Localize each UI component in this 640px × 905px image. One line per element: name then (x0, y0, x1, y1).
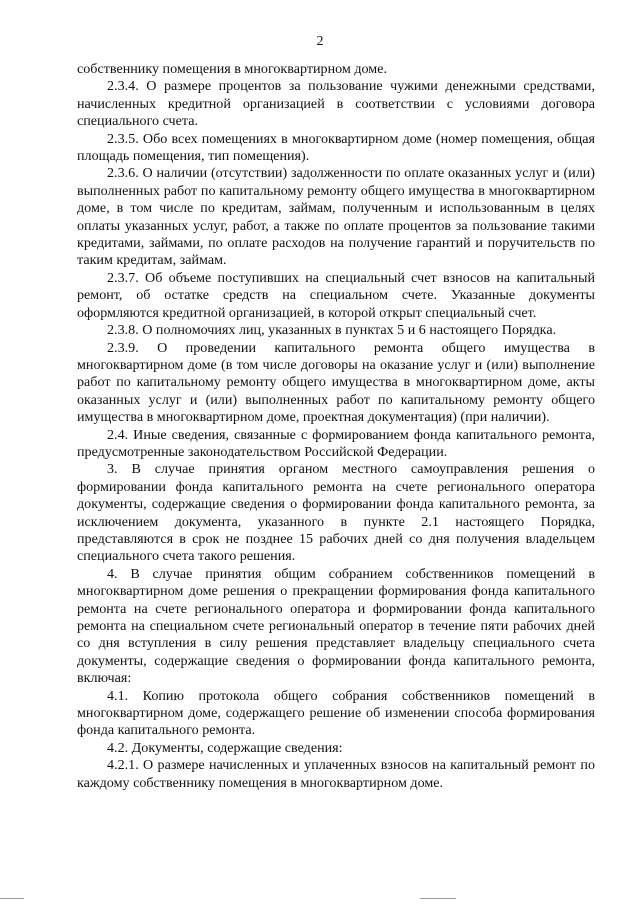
paragraph-continuation: собственнику помещения в многоквартирном доме. (77, 61, 388, 77)
paragraph-4-2: 4.2. Документы, содержащие сведения: (107, 739, 343, 756)
paragraph-2-3-4: 2.3.4. О размере процентов за пользование чужими денежными средствами, начисленных кредитной организацией в соответствии с условиями договора специального счета. (77, 78, 595, 130)
paragraph-2-3-6: 2.3.6. О наличии (отсутствии) задолженности по оплате оказанных услуг и (или) выполненных работ по капитальному ремонту общего имущества в многоквартирном доме, в том числе по кредитам, займам, полученным и использованным в целях оплаты указанных услуг, работ, а также по оплате процентов за пользование такими кредитами, займами, по оплате расходов на получение гарантий и поручительств по таким кредитам, займам. (77, 165, 595, 269)
page-number: 2 (316, 34, 324, 49)
paragraph-4-1: 4.1. Копию протокола общего собрания собственников помещений в многоквартирном доме, содержащего решение об изменении способа формирования фонда капитального ремонта. (77, 687, 595, 739)
paragraph-2-3-9: 2.3.9. О проведении капитального ремонта общего имущества в многоквартирном доме (в том числе договоры на оказание услуг и (или) выполнение работ по капитальному ремонту общего имущества в многоквартирном доме, акты оказанных услуг и (или) выполненных работ по капитальному ремонту общего имущества в многоквартирном доме, проектная документация) (при наличии). (77, 339, 595, 426)
paragraph-2-4: 2.4. Иные сведения, связанные с формированием фонда капитального ремонта, предусмотренные законодательством Российской Федерации. (77, 426, 595, 460)
paragraph-2-3-5: 2.3.5. Обо всех помещениях в многоквартирном доме (номер помещения, общая площадь помещения, тип помещения). (77, 130, 595, 165)
footer-rule-right (420, 898, 456, 899)
paragraph-4: 4. В случае принятия общим собранием собственников помещений в многоквартирном доме решения о прекращении формирования фонда капитального ремонта на счете регионального оператора и формировании фонда капитального ремонта на специальном счете региональный оператор в течение пяти рабочих дней со дня вступления в силу решения представляет владельцу специального счета документы, содержащие сведения о формировании фонда капитального ремонта, включая: (77, 565, 595, 687)
paragraph-4-2-1: 4.2.1. О размере начисленных и уплаченных взносов на капитальный ремонт по каждому собственнику помещения в многоквартирном доме. (77, 757, 595, 791)
document-body (77, 61, 595, 792)
paragraph-3: 3. В случае принятия органом местного самоуправления решения о формировании фонда капитального ремонта на счете регионального оператора документы, содержащие сведения о формировании фонда капитального ремонта, за исключением документа, указанного в пункте 2.1 настоящего Порядка, представляются в срок не позднее 15 рабочих дней со дня получения владельцем специального счета такого решения. (77, 461, 595, 565)
footer-rule-left (0, 898, 24, 899)
paragraph-2-3-8: 2.3.8. О полномочиях лиц, указанных в пунктах 5 и 6 настоящего Порядка. (107, 322, 557, 339)
paragraph-2-3-7: 2.3.7. Об объеме поступивших на специальный счет взносов на капитальный ремонт, об остатке средств на специальном счете. Указанные документы оформляются кредитной организацией, в которой открыт специальный счет. (77, 269, 595, 321)
